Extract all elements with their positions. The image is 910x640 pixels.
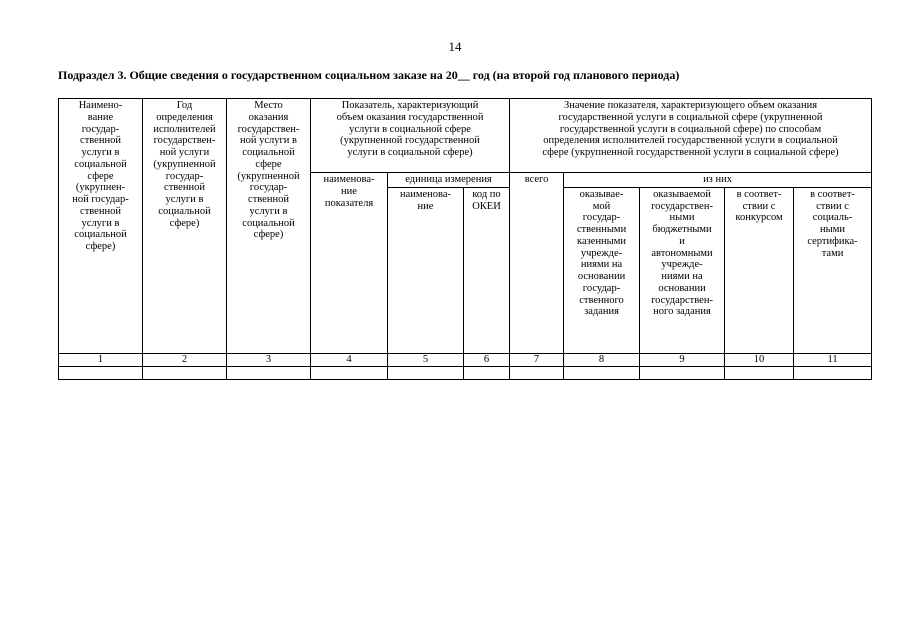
column-number: 9 bbox=[640, 353, 725, 366]
header-indicator-name: наименова- ние показателя bbox=[311, 173, 388, 354]
header-state-owned-institutions: оказывае- мой государ- ственными казенными учрежде- ниями на основании государ- ственного задания bbox=[564, 187, 640, 353]
table-cell[interactable] bbox=[564, 366, 640, 379]
header-service-name: Наимено- вание государ- ственной услуги в социальной сфере (укрупнен- ной государ- ственной услуги в социальной сфере) bbox=[59, 99, 143, 354]
table-cell[interactable] bbox=[464, 366, 510, 379]
header-value-group: Значение показателя, характеризующего объем оказания государственной услуги в социальной сфере (укрупненной государственной услуги в социальной сфере) по способам определения исполнителей государственной услуги в социальной сфере (укрупненной государственной услуги в социальной сфере) bbox=[510, 99, 872, 173]
table-cell[interactable] bbox=[59, 366, 143, 379]
table-cell[interactable] bbox=[794, 366, 872, 379]
column-number: 7 bbox=[510, 353, 564, 366]
column-number: 4 bbox=[311, 353, 388, 366]
header-unit-name: наименова- ние bbox=[388, 187, 464, 353]
table-cell[interactable] bbox=[725, 366, 794, 379]
header-competition: в соответ- ствии с конкурсом bbox=[725, 187, 794, 353]
empty-data-row bbox=[59, 366, 872, 379]
column-number: 2 bbox=[143, 353, 227, 366]
social-order-table bbox=[58, 98, 872, 380]
table-cell[interactable] bbox=[640, 366, 725, 379]
column-number: 6 bbox=[464, 353, 510, 366]
page-number: 14 bbox=[448, 39, 462, 54]
column-number: 10 bbox=[725, 353, 794, 366]
header-indicator-group: Показатель, характеризующий объем оказания государственной услуги в социальной сфере (укрупненной государственной услуги в социальной сфере) bbox=[311, 99, 510, 173]
header-of-them: из них bbox=[564, 173, 872, 188]
column-number: 5 bbox=[388, 353, 464, 366]
header-okei-code: код по ОКЕИ bbox=[464, 187, 510, 353]
table-cell[interactable] bbox=[388, 366, 464, 379]
table-cell[interactable] bbox=[510, 366, 564, 379]
column-number: 8 bbox=[564, 353, 640, 366]
table-cell[interactable] bbox=[227, 366, 311, 379]
header-total: всего bbox=[510, 173, 564, 354]
table-cell[interactable] bbox=[143, 366, 227, 379]
header-year-of-determination: Год определения исполнителей государствен- ной услуги (укрупненной государ- ственной услуги в социальной сфере) bbox=[143, 99, 227, 354]
column-number: 11 bbox=[794, 353, 872, 366]
subsection-heading: Подраздел 3. Общие сведения о государственном социальном заказе на 20__ год (на второй год планового периода) bbox=[58, 68, 680, 82]
column-number: 1 bbox=[59, 353, 143, 366]
column-number: 3 bbox=[227, 353, 311, 366]
header-social-certificates: в соответ- ствии с социаль- ными сертифика- тами bbox=[794, 187, 872, 353]
table-cell[interactable] bbox=[311, 366, 388, 379]
header-budget-autonomous-institutions: оказываемой государствен- ными бюджетными и автономными учрежде- ниями на основании государствен- ного задания bbox=[640, 187, 725, 353]
header-unit-of-measure: единица измерения bbox=[388, 173, 510, 188]
header-place-of-service: Место оказания государствен- ной услуги в социальной сфере (укрупненной государ- ственной услуги в социальной сфере) bbox=[227, 99, 311, 354]
column-numbers-row bbox=[59, 353, 872, 366]
